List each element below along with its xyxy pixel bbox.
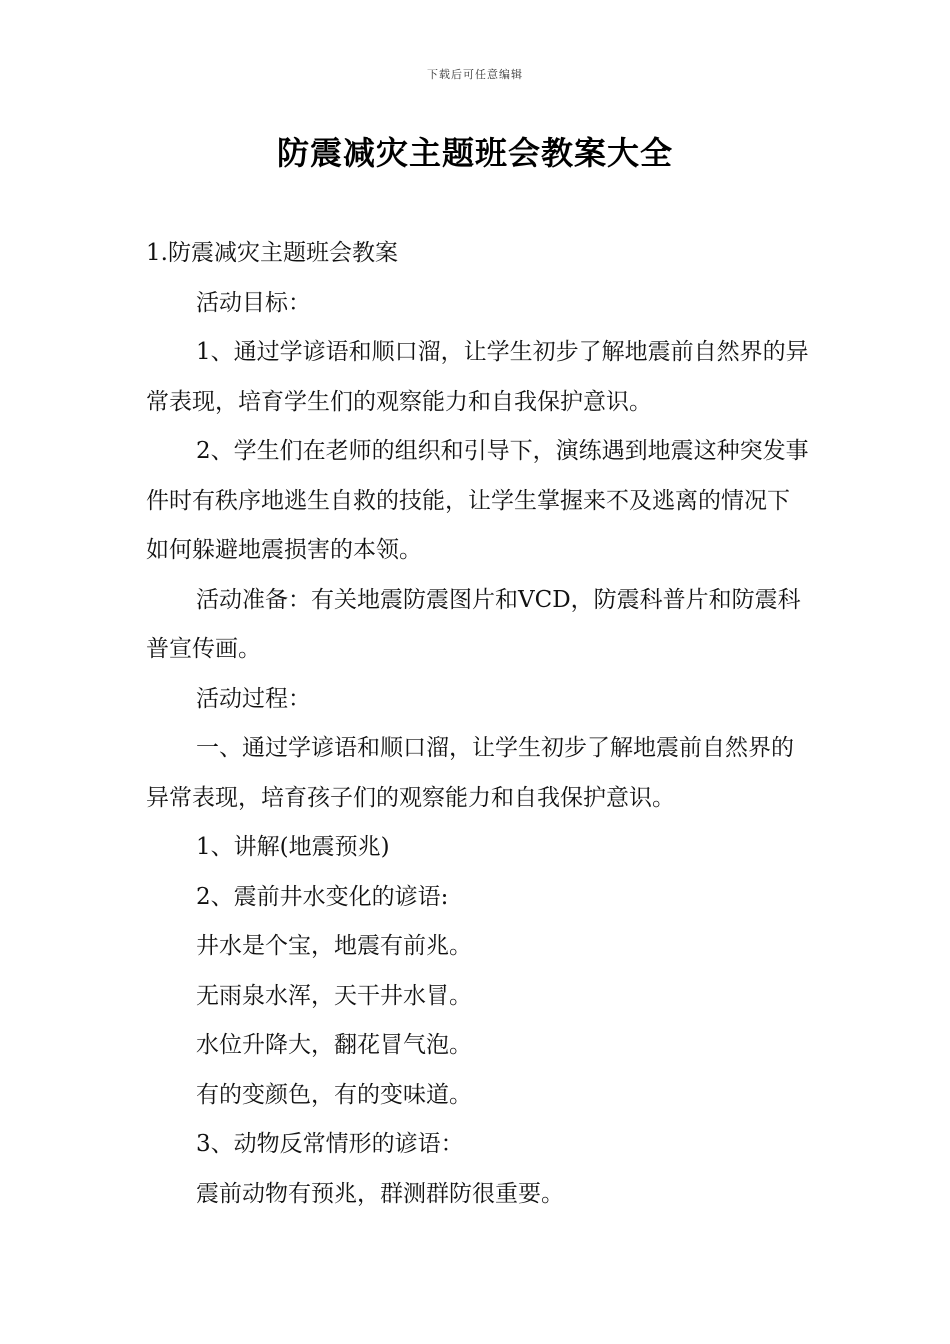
document-body — [146, 229, 810, 1219]
paragraph: 无雨泉水浑，天干井水冒。 — [196, 982, 472, 1009]
paragraph: 3、动物反常情形的谚语： — [196, 1131, 464, 1157]
header-note: 下载后可任意编辑 — [427, 68, 523, 81]
paragraph: 活动过程： — [196, 685, 311, 712]
paragraph: 震前动物有预兆，群测群防很重要。 — [196, 1180, 564, 1207]
paragraph: 井水是个宝，地震有前兆。 — [196, 933, 472, 959]
page-title: 防震减灾主题班会教案大全 — [276, 134, 673, 172]
paragraph: 一、通过学谚语和顺口溜，让学生初步了解地震前自然界的异常表现，培育孩子们的观察能力和自我保护意识。 — [146, 735, 794, 811]
paragraph: 活动目标： — [196, 289, 311, 316]
paragraph: 有的变颜色，有的变味道。 — [196, 1081, 472, 1108]
paragraph: 1、讲解(地震预兆) — [196, 834, 390, 860]
paragraph: 1、通过学谚语和顺口溜，让学生初步了解地震前自然界的异常表现，培育学生们的观察能力和自我保护意识。 — [146, 339, 809, 415]
paragraph: 2、学生们在老师的组织和引导下，演练遇到地震这种突发事件时有秩序地逃生自救的技能，让学生掌握来不及逃离的情况下如何躲避地震损害的本领。 — [146, 438, 809, 563]
paragraph: 2、震前井水变化的谚语: — [196, 883, 449, 910]
paragraph: 活动准备：有关地震防震图片和VCD，防震科普片和防震科普宣传画。 — [146, 586, 801, 662]
paragraph: 水位升降大，翻花冒气泡。 — [196, 1032, 472, 1058]
section-heading: 1.防震减灾主题班会教案 — [146, 240, 398, 266]
